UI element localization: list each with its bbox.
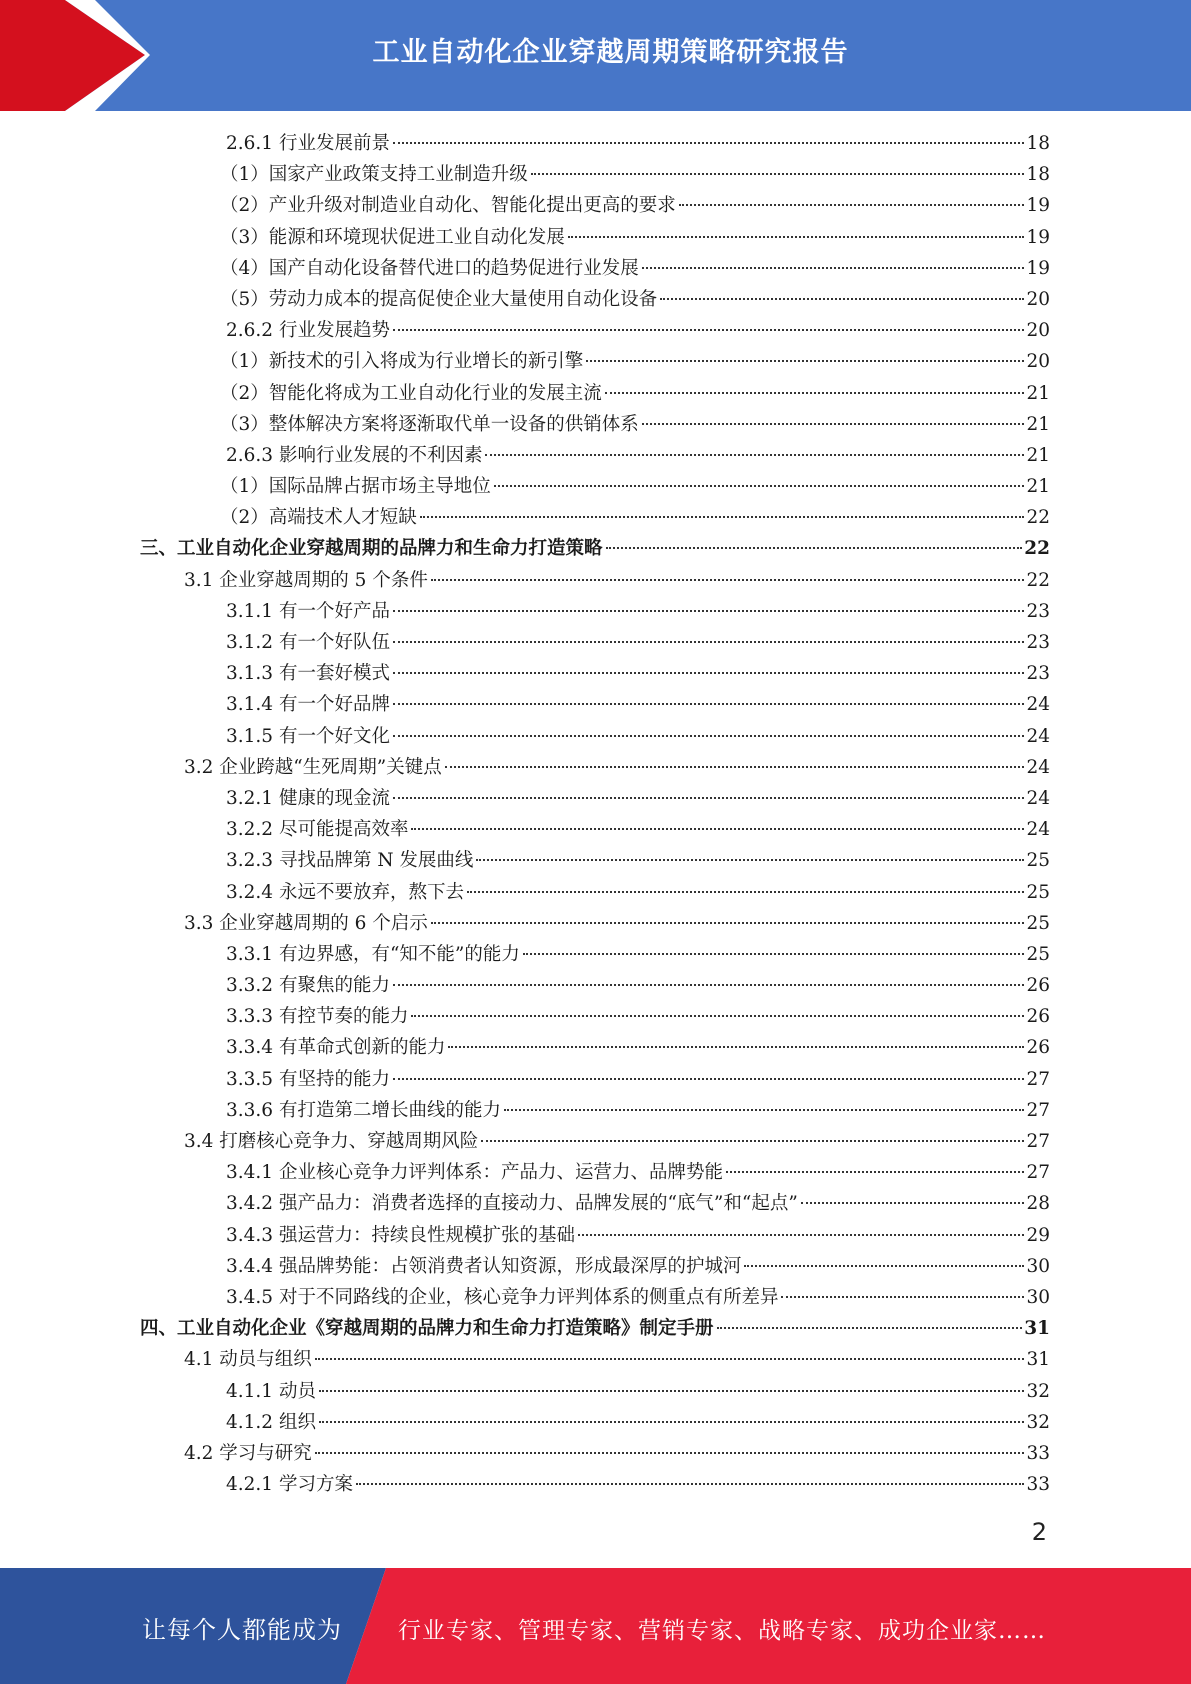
toc-entry[interactable] [140,845,1050,876]
toc-entry-page: 23 [1026,600,1050,622]
toc-dot-leader [605,392,1025,394]
toc-entry-title: （2）产业升级对制造业自动化、智能化提出更高的要求 [220,195,676,217]
toc-entry[interactable] [140,159,1050,190]
toc-entry[interactable] [140,1469,1050,1500]
toc-dot-leader [717,1327,1023,1329]
toc-dot-leader [606,547,1023,549]
toc-entry-title: 3.1.2 有一个好队伍 [226,632,390,653]
toc-dot-leader [481,1140,1024,1142]
toc-dot-leader [411,1015,1024,1017]
page-number: 2 [1031,1518,1047,1546]
toc-entry[interactable] [140,908,1050,939]
toc-entry-page: 20 [1026,288,1050,310]
toc-entry-title: 4.1.1 动员 [226,1380,316,1402]
toc-entry-title: 3.3.4 有革命式创新的能力 [226,1037,446,1059]
toc-dot-leader [393,142,1024,144]
toc-entry-title: 3.1.3 有一套好模式 [226,663,390,685]
toc-entry[interactable] [140,752,1050,783]
toc-entry[interactable] [140,409,1050,440]
toc-entry-page: 25 [1026,881,1050,903]
toc-entry-page: 32 [1026,1380,1050,1402]
toc-dot-leader [319,1390,1025,1392]
toc-entry-page: 18 [1026,164,1050,186]
toc-dot-leader [431,579,1025,581]
toc-entry[interactable] [140,721,1050,752]
toc-dot-leader [393,703,1024,705]
toc-entry[interactable] [140,284,1050,315]
toc-entry[interactable] [140,1095,1050,1126]
toc-dot-leader [393,984,1024,986]
toc-entry-title: （1）国际品牌占据市场主导地位 [220,476,491,498]
toc-dot-leader [393,672,1024,674]
toc-entry[interactable] [140,1407,1050,1438]
toc-entry-page: 29 [1026,1224,1050,1246]
document-title: 工业自动化企业穿越周期策略研究报告 [372,37,849,68]
toc-entry[interactable] [140,814,1050,845]
toc-entry[interactable] [140,970,1050,1001]
toc-entry-title: （2）智能化将成为工业自动化行业的发展主流 [220,382,602,404]
toc-entry-page: 30 [1026,1255,1050,1277]
toc-dot-leader [393,610,1024,612]
toc-entry-page: 26 [1026,975,1050,997]
toc-entry-page: 26 [1026,1037,1050,1059]
toc-entry-title: （2）高端技术人才短缺 [220,507,417,529]
toc-dot-leader [660,298,1024,300]
toc-entry-page: 20 [1026,351,1050,373]
toc-entry-title: 3.2.4 永远不要放弃，熬下去 [226,881,464,903]
toc-entry-page: 22 [1026,507,1050,529]
toc-entry-title: （4）国产自动化设备替代进口的趋势促进行业发展 [220,257,639,279]
toc-entry-title: 3.3.1 有边界感，有“知不能”的能力 [226,943,520,965]
toc-entry-title: 3.4.3 强运营力：持续良性规模扩张的基础 [226,1224,575,1246]
toc-dot-leader [679,204,1025,206]
toc-entry[interactable] [140,190,1050,221]
toc-entry-title: （3）能源和环境现状促进工业自动化发展 [220,226,565,248]
toc-entry[interactable] [140,253,1050,284]
toc-entry-page: 18 [1026,133,1050,154]
toc-dot-leader [726,1171,1024,1173]
toc-dot-leader [744,1265,1024,1267]
toc-entry-page: 19 [1026,226,1050,248]
toc-entry[interactable] [140,128,1050,159]
toc-entry[interactable] [140,596,1050,627]
toc-entry[interactable] [140,783,1050,814]
toc-entry-title: （3）整体解决方案将逐渐取代单一设备的供销体系 [220,413,639,435]
toc-entry-title: 3.2.1 健康的现金流 [226,787,390,809]
toc-entry[interactable] [140,1282,1050,1313]
toc-dot-leader [781,1296,1024,1298]
toc-entry-title: 3.3.6 有打造第二增长曲线的能力 [226,1099,501,1121]
toc-entry-title: 3.1 企业穿越周期的 5 个条件 [184,569,428,591]
toc-entry[interactable] [140,471,1050,502]
toc-entry-page: 28 [1026,1193,1050,1215]
toc-dot-leader [411,828,1024,830]
toc-entry-page: 19 [1026,257,1050,279]
toc-entry[interactable] [140,877,1050,908]
toc-entry[interactable] [140,346,1050,377]
toc-entry-title: 四、工业自动化企业《穿越周期的品牌力和生命力打造策略》制定手册 [140,1318,714,1340]
toc-entry-title: 3.4.4 强品牌势能：占领消费者认知资源，形成最深厚的护城河 [226,1255,742,1277]
toc-entry[interactable] [140,222,1050,253]
toc-entry[interactable] [140,1126,1050,1157]
toc-entry-title: 3.2.2 尽可能提高效率 [226,819,409,841]
toc-entry-page: 21 [1026,413,1050,435]
toc-entry-page: 24 [1026,694,1050,716]
toc-entry-page: 21 [1026,444,1050,466]
page-footer [0,1568,1191,1684]
toc-entry-title: 3.1.5 有一个好文化 [226,725,390,747]
toc-entry-page: 24 [1026,725,1050,747]
toc-entry-page: 25 [1026,943,1050,965]
toc-entry[interactable] [140,939,1050,970]
toc-entry-title: 3.3.2 有聚焦的能力 [226,975,390,997]
toc-entry[interactable] [140,315,1050,346]
toc-entry-title: 2.6.2 行业发展趋势 [226,320,390,342]
toc-entry-page: 25 [1026,850,1050,872]
toc-entry-page: 22 [1024,538,1050,560]
toc-entry[interactable] [140,1376,1050,1407]
toc-dot-leader [485,454,1024,456]
page-header [0,0,1191,111]
toc-entry[interactable] [140,502,1050,533]
toc-entry-title: 3.4.2 强产品力：消费者选择的直接动力、品牌发展的“底气”和“起点” [226,1193,798,1215]
toc-entry-title: 3.4.1 企业核心竞争力评判体系：产品力、运营力、品牌势能 [226,1162,723,1184]
toc-entry[interactable] [140,1313,1050,1344]
toc-entry-page: 21 [1026,382,1050,404]
toc-dot-leader [393,1078,1024,1080]
footer-slogan-left: 让每个人都能成为 [142,1616,342,1644]
table-of-contents [140,128,1050,1500]
toc-entry-page: 23 [1026,632,1050,653]
toc-entry[interactable] [140,440,1050,471]
toc-dot-leader [393,797,1024,799]
toc-dot-leader [523,953,1025,955]
toc-entry-page: 25 [1026,912,1050,934]
toc-entry-title: 3.3 企业穿越周期的 6 个启示 [184,912,428,934]
toc-dot-leader [494,485,1025,487]
toc-entry-page: 27 [1026,1162,1050,1184]
toc-dot-leader [568,236,1025,238]
toc-entry-title: 3.2 企业跨越“生死周期”关键点 [184,756,442,778]
toc-entry[interactable] [140,1157,1050,1188]
toc-dot-leader [448,1046,1024,1048]
toc-entry-title: （5）劳动力成本的提高促使企业大量使用自动化设备 [220,288,658,310]
toc-entry-title: 3.1.1 有一个好产品 [226,600,390,622]
toc-entry-page: 32 [1026,1411,1050,1433]
toc-entry-page: 30 [1026,1286,1050,1308]
toc-dot-leader [476,859,1024,861]
toc-entry-title: 三、工业自动化企业穿越周期的品牌力和生命力打造策略 [140,538,603,560]
toc-dot-leader [420,516,1025,518]
toc-entry-title: （1）新技术的引入将成为行业增长的新引擎 [220,351,584,373]
toc-dot-leader [586,360,1024,362]
toc-entry[interactable] [140,1032,1050,1063]
toc-entry-page: 33 [1026,1442,1050,1464]
toc-entry[interactable] [140,1220,1050,1251]
toc-dot-leader [642,423,1025,425]
toc-entry-page: 23 [1026,663,1050,685]
toc-entry-page: 24 [1026,819,1050,841]
toc-entry[interactable] [140,378,1050,409]
toc-entry-title: 3.4.5 对于不同路线的企业，核心竞争力评判体系的侧重点有所差异 [226,1286,779,1308]
toc-dot-leader [393,329,1024,331]
toc-entry[interactable] [140,1344,1050,1375]
toc-dot-leader [801,1202,1025,1204]
toc-dot-leader [319,1421,1025,1423]
toc-entry-title: 2.6.3 影响行业发展的不利因素 [226,444,483,466]
toc-dot-leader [445,766,1025,768]
toc-entry-page: 24 [1026,787,1050,809]
toc-dot-leader [356,1483,1025,1485]
toc-entry-title: 3.2.3 寻找品牌第 N 发展曲线 [226,850,474,872]
toc-dot-leader [393,735,1024,737]
toc-dot-leader [504,1109,1024,1111]
toc-entry-page: 31 [1024,1318,1050,1340]
toc-dot-leader [315,1452,1025,1454]
toc-entry-page: 21 [1026,476,1050,498]
toc-entry-title: 3.4 打磨核心竞争力、穿越周期风险 [184,1131,479,1152]
toc-entry[interactable] [140,565,1050,596]
toc-entry-page: 26 [1026,1006,1050,1028]
toc-entry-title: 4.1 动员与组织 [184,1349,312,1371]
toc-entry-title: （1）国家产业政策支持工业制造升级 [220,164,528,186]
toc-dot-leader [578,1234,1024,1236]
toc-entry-page: 27 [1026,1131,1050,1152]
toc-dot-leader [467,891,1024,893]
toc-entry-page: 31 [1026,1349,1050,1371]
footer-slogan-right: 行业专家、管理专家、营销专家、战略专家、成功企业家…… [398,1618,1046,1644]
toc-entry-title: 3.3.5 有坚持的能力 [226,1068,390,1090]
toc-entry-title: 3.1.4 有一个好品牌 [226,694,390,716]
toc-entry[interactable] [140,689,1050,720]
toc-entry-page: 27 [1026,1068,1050,1090]
toc-dot-leader [393,641,1024,643]
toc-dot-leader [431,922,1025,924]
toc-entry[interactable] [140,1001,1050,1032]
toc-entry-page: 19 [1026,195,1050,217]
toc-entry[interactable] [140,533,1050,564]
toc-entry[interactable] [140,1438,1050,1469]
toc-entry-page: 33 [1026,1474,1050,1496]
toc-entry[interactable] [140,627,1050,658]
toc-entry[interactable] [140,1188,1050,1219]
toc-entry-page: 27 [1026,1099,1050,1121]
toc-entry-title: 4.2 学习与研究 [184,1442,312,1464]
toc-entry[interactable] [140,1251,1050,1282]
toc-entry-title: 4.2.1 学习方案 [226,1474,353,1496]
toc-dot-leader [642,267,1025,269]
toc-entry-title: 3.3.3 有控节奏的能力 [226,1006,409,1028]
toc-entry[interactable] [140,1064,1050,1095]
toc-entry-page: 22 [1026,569,1050,591]
toc-dot-leader [531,173,1025,175]
toc-entry-page: 24 [1026,756,1050,778]
toc-entry-page: 20 [1026,320,1050,342]
toc-entry-title: 4.1.2 组织 [226,1411,316,1433]
toc-dot-leader [315,1358,1025,1360]
toc-entry[interactable] [140,658,1050,689]
toc-entry-title: 2.6.1 行业发展前景 [226,133,390,154]
